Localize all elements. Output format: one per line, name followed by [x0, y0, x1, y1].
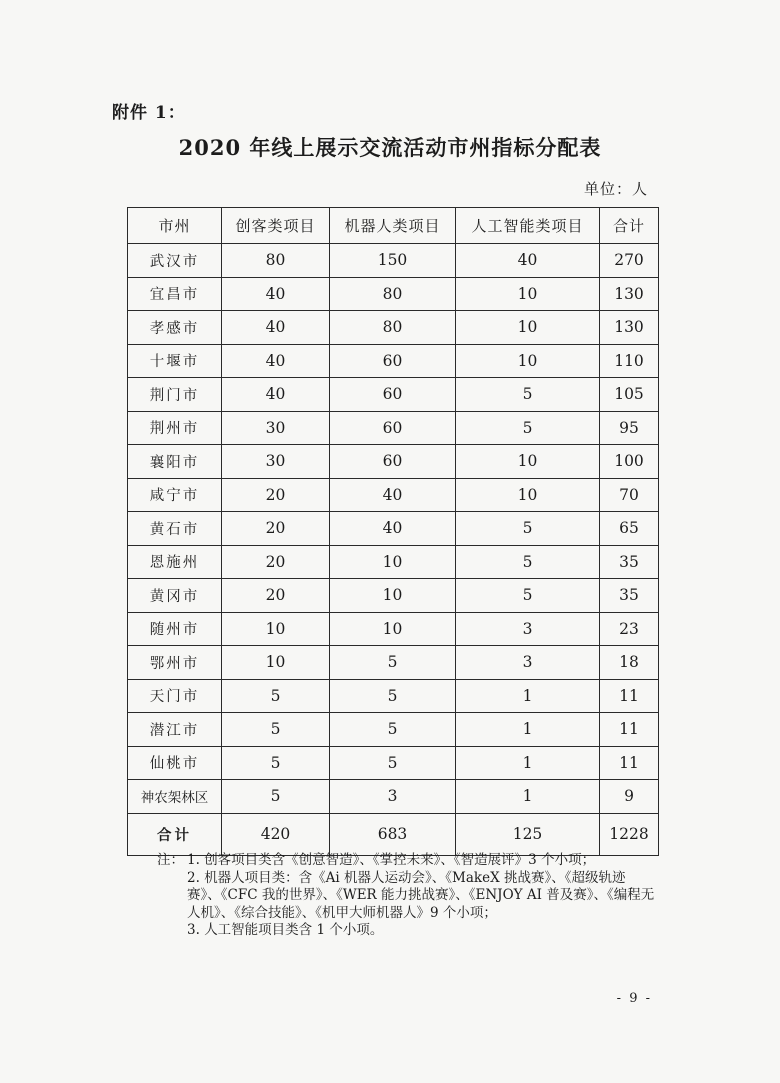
header-maker: 创客类项目	[222, 208, 330, 244]
cell-robot: 10	[330, 545, 456, 579]
cell-city: 随州市	[128, 612, 222, 646]
table-row	[128, 378, 659, 412]
page-title: 2020 年线上展示交流活动市州指标分配表	[178, 135, 602, 160]
cell-ai: 10	[456, 311, 600, 345]
table-row	[128, 545, 659, 579]
cell-ai: 5	[456, 579, 600, 613]
cell-robot: 60	[330, 445, 456, 479]
cell-maker: 40	[222, 277, 330, 311]
cell-ai: 1	[456, 780, 600, 814]
cell-ai: 1	[456, 746, 600, 780]
notes-lead: 注：	[157, 852, 184, 868]
cell-robot: 10	[330, 579, 456, 613]
note-item	[157, 870, 657, 923]
table-row	[128, 612, 659, 646]
cell-total-label: 合计	[128, 813, 222, 855]
cell-total: 65	[600, 512, 659, 546]
cell-city: 潜江市	[128, 713, 222, 747]
cell-total: 18	[600, 646, 659, 680]
note-item	[157, 922, 657, 940]
cell-maker: 5	[222, 679, 330, 713]
cell-total: 95	[600, 411, 659, 445]
cell-maker: 10	[222, 646, 330, 680]
cell-ai: 10	[456, 478, 600, 512]
cell-robot: 5	[330, 646, 456, 680]
cell-robot-sum: 683	[330, 813, 456, 855]
table-row	[128, 311, 659, 345]
cell-total: 11	[600, 713, 659, 747]
cell-robot: 40	[330, 478, 456, 512]
cell-maker: 40	[222, 344, 330, 378]
cell-maker: 20	[222, 512, 330, 546]
cell-ai: 10	[456, 344, 600, 378]
cell-maker: 10	[222, 612, 330, 646]
cell-maker-sum: 420	[222, 813, 330, 855]
cell-maker: 40	[222, 378, 330, 412]
table-row	[128, 411, 659, 445]
table-row	[128, 478, 659, 512]
cell-robot: 5	[330, 746, 456, 780]
table-row	[128, 277, 659, 311]
table-row	[128, 746, 659, 780]
table-row	[128, 512, 659, 546]
cell-city: 宜昌市	[128, 277, 222, 311]
cell-city: 黄石市	[128, 512, 222, 546]
cell-total: 130	[600, 277, 659, 311]
cell-city: 神农架林区	[128, 780, 222, 814]
cell-city: 武汉市	[128, 244, 222, 278]
cell-robot: 80	[330, 311, 456, 345]
cell-robot: 60	[330, 411, 456, 445]
cell-ai: 10	[456, 445, 600, 479]
cell-total: 270	[600, 244, 659, 278]
cell-city: 鄂州市	[128, 646, 222, 680]
cell-total: 11	[600, 746, 659, 780]
cell-robot: 40	[330, 512, 456, 546]
cell-total: 130	[600, 311, 659, 345]
cell-robot: 3	[330, 780, 456, 814]
cell-maker: 30	[222, 445, 330, 479]
cell-ai: 5	[456, 411, 600, 445]
notes-block	[157, 852, 657, 940]
cell-robot: 80	[330, 277, 456, 311]
cell-maker: 5	[222, 713, 330, 747]
header-robot: 机器人类项目	[330, 208, 456, 244]
cell-total: 70	[600, 478, 659, 512]
table-header-row	[128, 208, 659, 244]
cell-city: 天门市	[128, 679, 222, 713]
cell-maker: 40	[222, 311, 330, 345]
cell-total: 110	[600, 344, 659, 378]
table-row	[128, 679, 659, 713]
cell-robot: 60	[330, 344, 456, 378]
note-text: 机器人项目类：含《Ai 机器人运动会》、《MakeX 挑战赛》、《超级轨迹赛》、《CFC 我的世界》、《WER 能力挑战赛》、《ENJOY AI 普及赛》、《编程无人机》、《综合技能》、《机甲大师机器人》9 个小项；	[187, 869, 655, 921]
cell-total: 35	[600, 579, 659, 613]
note-text: 创客项目类含《创意智造》、《掌控未来》、《智造展评》3 个小项；	[204, 852, 596, 868]
cell-maker: 80	[222, 244, 330, 278]
cell-ai: 5	[456, 512, 600, 546]
page-number: - 9 -	[616, 991, 652, 1006]
cell-city: 仙桃市	[128, 746, 222, 780]
cell-maker: 20	[222, 478, 330, 512]
cell-city: 荆门市	[128, 378, 222, 412]
cell-maker: 20	[222, 545, 330, 579]
cell-total: 105	[600, 378, 659, 412]
cell-city: 黄冈市	[128, 579, 222, 613]
cell-ai: 1	[456, 713, 600, 747]
cell-city: 荆州市	[128, 411, 222, 445]
table-row	[128, 646, 659, 680]
cell-total: 9	[600, 780, 659, 814]
cell-ai: 5	[456, 378, 600, 412]
cell-robot: 5	[330, 679, 456, 713]
table-row	[128, 445, 659, 479]
cell-city: 孝感市	[128, 311, 222, 345]
total-row	[128, 813, 659, 855]
cell-ai: 3	[456, 612, 600, 646]
cell-city: 十堰市	[128, 344, 222, 378]
cell-ai: 3	[456, 646, 600, 680]
note-number: 2.	[187, 869, 200, 886]
unit-label: 单位：人	[583, 180, 648, 198]
cell-total: 23	[600, 612, 659, 646]
cell-city: 恩施州	[128, 545, 222, 579]
cell-robot: 5	[330, 713, 456, 747]
cell-ai: 40	[456, 244, 600, 278]
header-city: 市州	[128, 208, 222, 244]
cell-total: 35	[600, 545, 659, 579]
attachment-label: 附件 1：	[112, 103, 186, 123]
cell-maker: 5	[222, 746, 330, 780]
cell-robot: 150	[330, 244, 456, 278]
cell-ai: 5	[456, 545, 600, 579]
table-row	[128, 780, 659, 814]
cell-ai: 10	[456, 277, 600, 311]
cell-city: 襄阳市	[128, 445, 222, 479]
cell-maker: 20	[222, 579, 330, 613]
cell-ai: 1	[456, 679, 600, 713]
cell-total: 100	[600, 445, 659, 479]
cell-city: 咸宁市	[128, 478, 222, 512]
cell-ai-sum: 125	[456, 813, 600, 855]
table-row	[128, 244, 659, 278]
note-item	[157, 852, 657, 870]
table-row	[128, 713, 659, 747]
allocation-table	[127, 207, 659, 856]
table-row	[128, 344, 659, 378]
cell-total: 11	[600, 679, 659, 713]
header-total: 合计	[600, 208, 659, 244]
cell-maker: 30	[222, 411, 330, 445]
note-text: 人工智能项目类含 1 个小项。	[204, 922, 384, 938]
note-number: 3.	[187, 922, 200, 938]
cell-robot: 10	[330, 612, 456, 646]
header-ai: 人工智能类项目	[456, 208, 600, 244]
cell-grand-total: 1228	[600, 813, 659, 855]
note-number: 1.	[187, 852, 200, 868]
cell-robot: 60	[330, 378, 456, 412]
table-row	[128, 579, 659, 613]
cell-maker: 5	[222, 780, 330, 814]
